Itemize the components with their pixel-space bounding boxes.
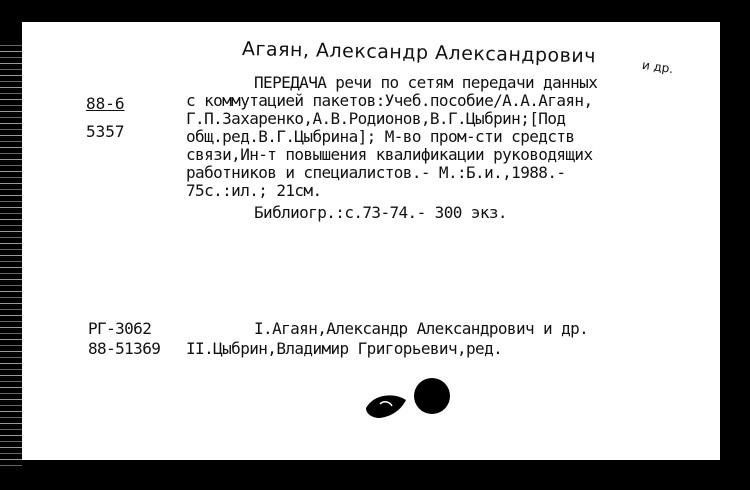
body-line-3: Г.П.Захаренко,А.В.Родионов,В.Г.Цыбрин;[Под [186, 109, 566, 128]
tracing-1: I.Агаян,Александр Александрович и др. [254, 319, 589, 338]
inventory-number: 5357 [86, 122, 125, 141]
code-rg: РГ-3062 [88, 319, 152, 338]
scan-border [722, 0, 750, 490]
tracing-2: II.Цыбрин,Владимир Григорьевич,ред. [186, 339, 503, 358]
handwritten-author: Агаян, Александр Александрович [241, 38, 597, 68]
body-line-8: Библиогр.:с.73-74.- 300 экз. [254, 203, 507, 222]
body-line-5: связи,Ин-т повышения квалификации руководящих [186, 145, 593, 164]
call-number: 88-6 [86, 94, 125, 113]
body-line-2: с коммутацией пакетов:Учеб.пособие/А.А.Агаян, [186, 91, 593, 110]
card-edge-artifact [0, 40, 22, 470]
body-line-6: работников и специалистов.- М.:Б.и.,1988.- [186, 163, 566, 182]
body-line-1: ПЕРЕДАЧА речи по сетям передачи данных [254, 73, 598, 92]
code-number: 88-51369 [88, 339, 161, 358]
body-line-4: общ.ред.В.Г.Цыбрина]; М-во пром-сти средств [186, 127, 575, 146]
handwritten-note: и др. [641, 57, 675, 77]
card-punch-hole [364, 374, 454, 424]
body-line-7: 75с.:ил.; 21см. [186, 181, 322, 200]
catalog-card [22, 22, 720, 460]
